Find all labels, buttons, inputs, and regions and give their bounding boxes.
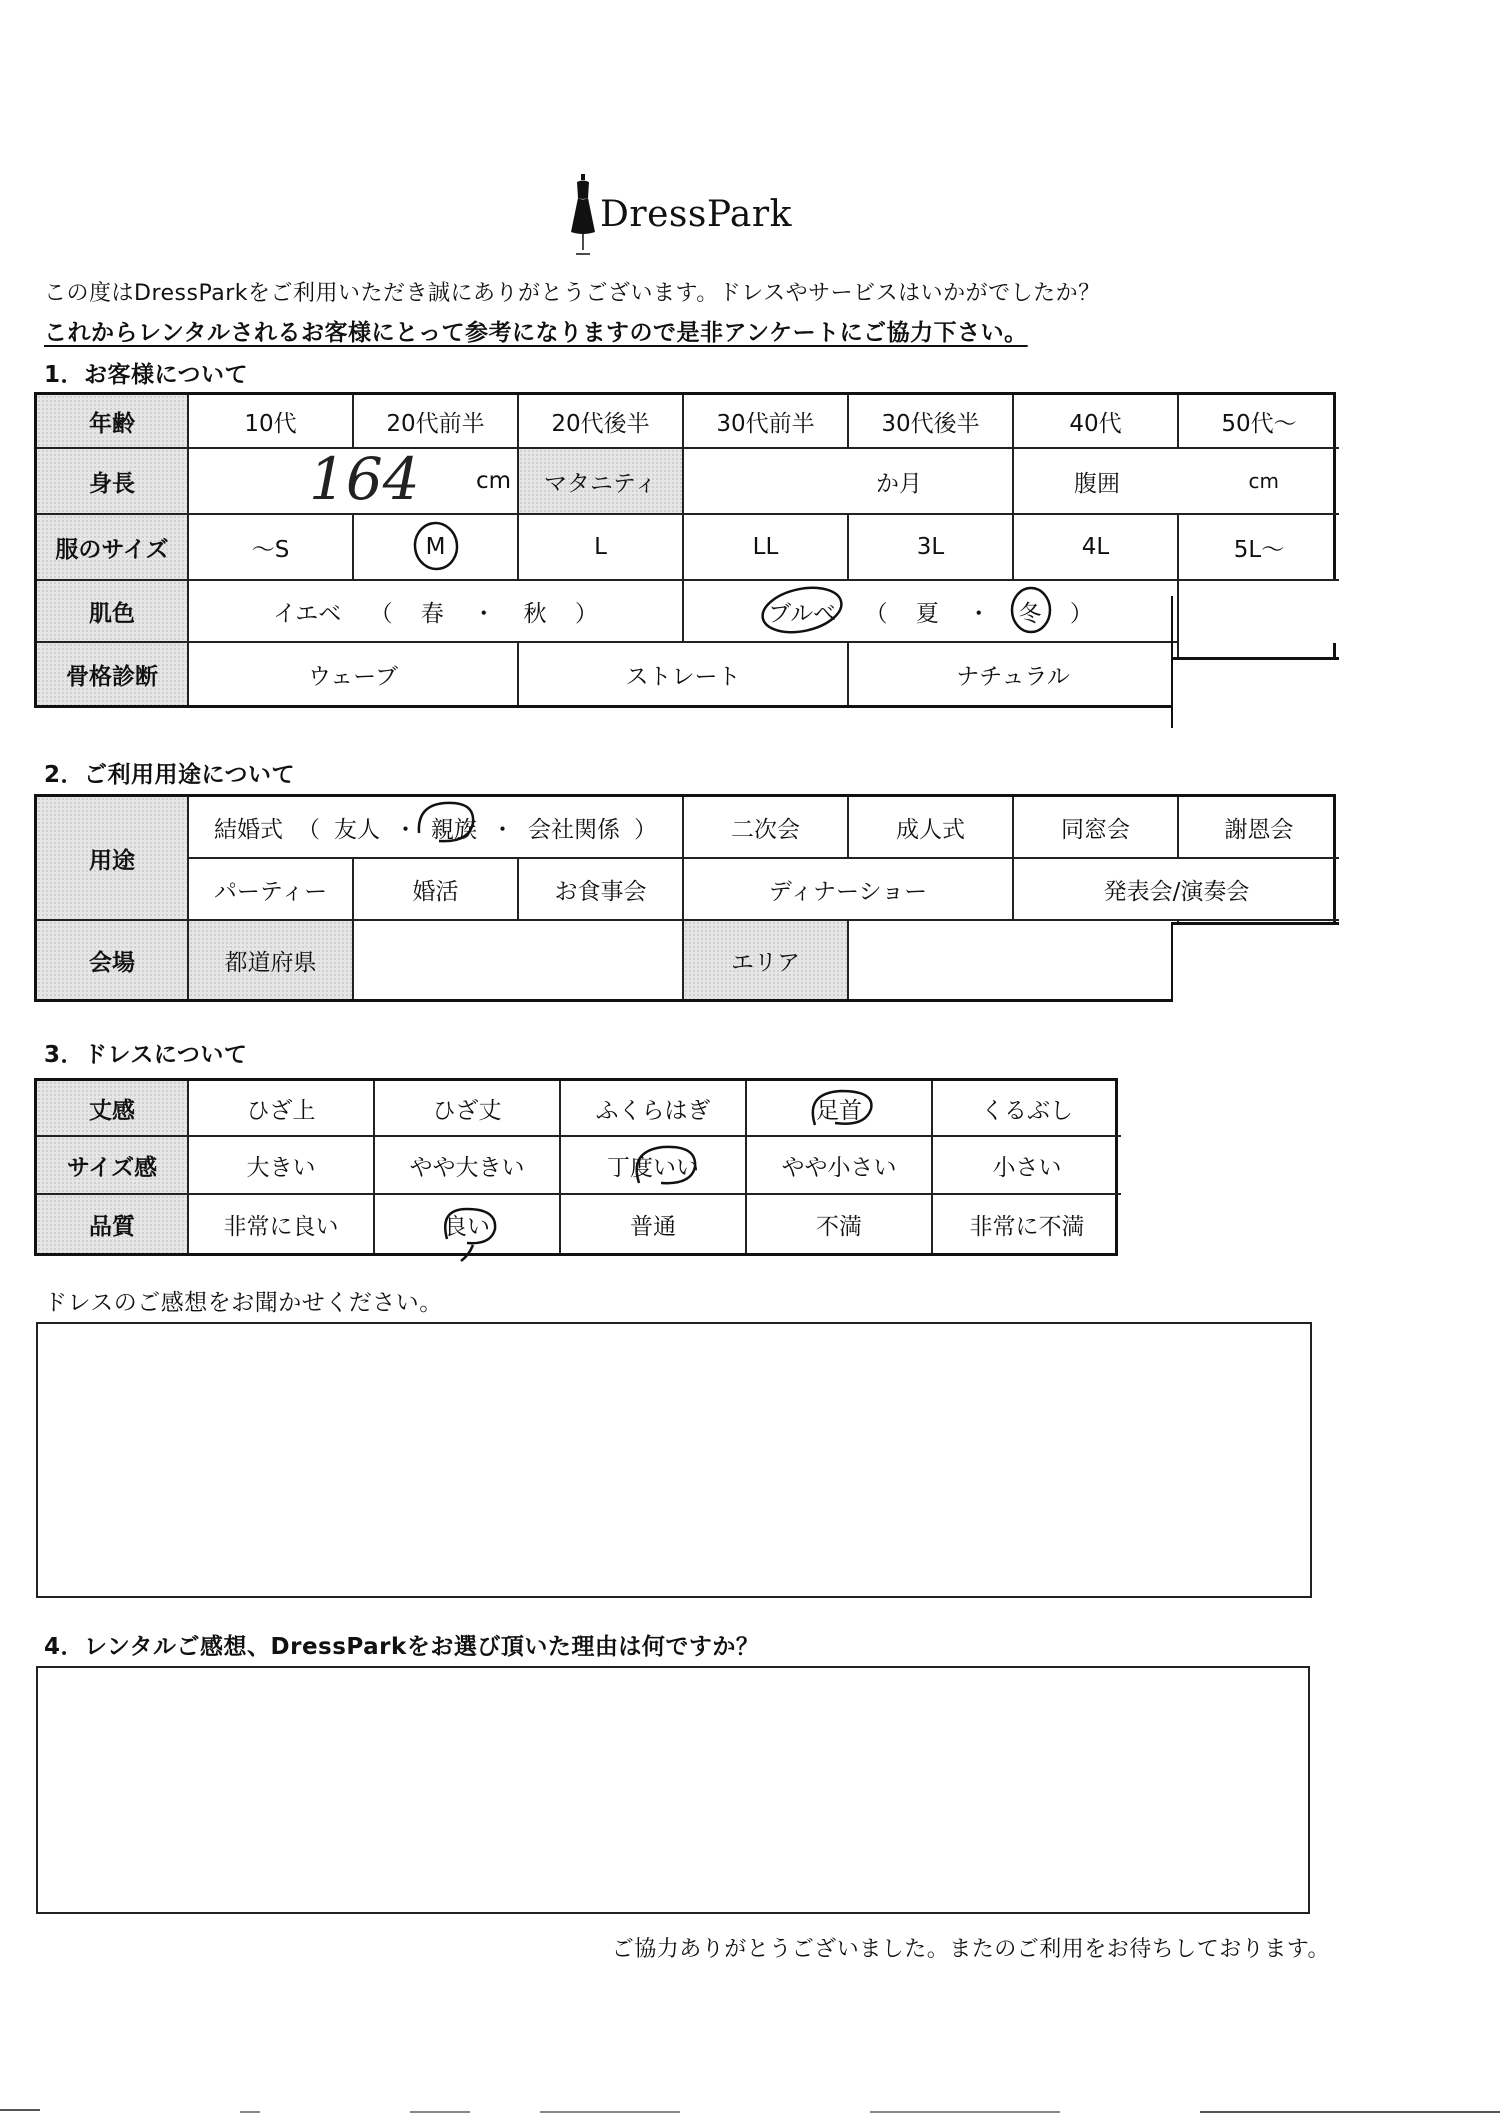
skin-yellow-option[interactable]: イエベ （ 春 ・ 秋 ） <box>189 581 684 643</box>
size-option[interactable]: 4L <box>1014 515 1179 581</box>
bone-option[interactable]: ストレート <box>519 643 849 705</box>
length-option[interactable]: ふくらはぎ <box>561 1081 747 1137</box>
size-option[interactable]: LL <box>684 515 849 581</box>
table-notch <box>1171 924 1341 1004</box>
skin-yellow-sub[interactable]: 秋 <box>523 600 547 627</box>
size-option[interactable]: 5L～ <box>1179 515 1339 581</box>
purpose-option[interactable]: ディナーショー <box>684 859 1014 921</box>
section2-title: 2．ご利用用途について <box>44 762 296 788</box>
skin-blue-label: ブルべ <box>768 595 836 628</box>
height-unit: cm <box>475 468 511 494</box>
quality-label: 品質 <box>37 1195 189 1253</box>
wedding-sub-selected[interactable]: 親族 <box>431 811 477 844</box>
height-label: 身長 <box>37 449 189 515</box>
length-option-selected[interactable]: 足首 <box>747 1081 933 1137</box>
section4-title: 4．レンタルご感想、DressParkをお選び頂いた理由は何ですか？ <box>44 1634 760 1660</box>
age-option[interactable]: 30代前半 <box>684 395 849 449</box>
table-edge <box>1171 922 1173 1002</box>
scan-artifacts <box>0 2100 1500 2127</box>
length-option[interactable]: くるぶし <box>933 1081 1121 1137</box>
purpose-option[interactable]: 謝恩会 <box>1179 797 1339 859</box>
purpose-option[interactable]: 成人式 <box>849 797 1014 859</box>
purpose-label: 用途 <box>37 797 189 921</box>
wedding-label: 結婚式 <box>214 816 283 843</box>
size-option[interactable]: 3L <box>849 515 1014 581</box>
impression-prompt: ドレスのご感想をお聞かせください。 <box>44 1290 443 1316</box>
purpose-option[interactable]: 発表会/演奏会 <box>1014 859 1339 921</box>
wedding-sub[interactable]: 会社関係 <box>528 816 620 843</box>
bone-label: 骨格診断 <box>37 643 189 705</box>
maternity-label: マタニティ <box>519 449 684 515</box>
age-option[interactable]: 50代～ <box>1179 395 1339 449</box>
section3-title: 3．ドレスについて <box>44 1042 248 1068</box>
intro-request: これからレンタルされるお客様にとって参考になりますので是非アンケートにご協力下さい。 <box>44 320 1028 346</box>
purpose-option[interactable]: 婚活 <box>354 859 519 921</box>
prefecture-label: 都道府県 <box>189 921 354 999</box>
section1-title: 1．お客様について <box>44 362 249 388</box>
size-option[interactable]: ～S <box>189 515 354 581</box>
height-field[interactable] <box>189 445 519 515</box>
table-edge <box>1171 596 1173 728</box>
dress-impression-textarea[interactable] <box>36 1322 1312 1598</box>
table-edge <box>1171 657 1339 660</box>
area-label: エリア <box>684 921 849 999</box>
customer-table <box>34 392 1336 708</box>
maternity-months-field[interactable] <box>684 449 1014 515</box>
purpose-option[interactable]: パーティー <box>189 859 354 921</box>
months-unit: か月 <box>876 470 922 497</box>
waist-unit: cm <box>1248 469 1279 493</box>
bone-option[interactable]: ナチュラル <box>849 643 1179 705</box>
waist-field[interactable] <box>1014 449 1339 515</box>
height-value: 164 <box>309 445 420 513</box>
dress-table <box>34 1078 1118 1256</box>
purpose-option[interactable]: 二次会 <box>684 797 849 859</box>
waist-label: 腹囲 <box>1074 470 1120 497</box>
skin-label: 肌色 <box>37 581 189 643</box>
fit-option[interactable]: やや小さい <box>747 1137 933 1195</box>
quality-option[interactable]: 非常に良い <box>189 1195 375 1253</box>
length-label: 丈感 <box>37 1081 189 1137</box>
venue-label: 会場 <box>37 921 189 999</box>
fit-label: サイズ感 <box>37 1137 189 1195</box>
size-label: 服のサイズ <box>37 515 189 581</box>
dresspark-logo <box>560 172 820 262</box>
wedding-option[interactable]: 結婚式 （ 友人 ・ 親族 ・ 会社関係 ） <box>189 797 684 859</box>
bone-option[interactable]: ウェーブ <box>189 643 519 705</box>
quality-option[interactable]: 非常に不満 <box>969 1213 1085 1240</box>
skin-yellow-label: イエベ <box>273 600 342 627</box>
age-option[interactable]: 10代 <box>189 395 354 449</box>
skin-blue-sub-selected[interactable]: 冬 <box>1019 595 1042 628</box>
age-option[interactable]: 30代後半 <box>849 395 1014 449</box>
age-label: 年齢 <box>37 395 189 449</box>
age-option[interactable]: 40代 <box>1014 395 1179 449</box>
size-option-selected[interactable] <box>354 515 519 581</box>
age-option[interactable]: 20代後半 <box>519 395 684 449</box>
quality-option[interactable]: 普通 <box>561 1195 747 1253</box>
size-option[interactable]: L <box>519 515 684 581</box>
purpose-table <box>34 794 1336 1002</box>
fit-option[interactable]: 小さい <box>933 1137 1121 1195</box>
skin-blue-option[interactable]: ブルべ （ 夏 ・ 冬 ） <box>684 581 1179 643</box>
table-edge <box>1171 922 1339 925</box>
skin-yellow-sub[interactable]: 春 <box>420 600 444 627</box>
empty-cell <box>1179 579 1339 643</box>
purpose-option[interactable]: 同窓会 <box>1014 797 1179 859</box>
fit-option[interactable]: やや大きい <box>375 1137 561 1195</box>
age-option[interactable]: 20代前半 <box>354 395 519 449</box>
brand-name: DressPark <box>600 194 792 235</box>
thanks-message: ご協力ありがとうございました。またのご利用をお待ちしております。 <box>611 1937 1330 1962</box>
skin-blue-sub[interactable]: 夏 <box>915 600 939 627</box>
prefecture-field[interactable] <box>354 921 684 999</box>
length-option[interactable]: ひざ丈 <box>375 1081 561 1137</box>
wedding-sub[interactable]: 友人 <box>334 816 380 843</box>
fit-option-selected[interactable]: 丁度いい <box>561 1137 747 1195</box>
purpose-option[interactable]: お食事会 <box>519 859 684 921</box>
length-option[interactable]: ひざ上 <box>189 1081 375 1137</box>
table-notch <box>1171 660 1341 730</box>
dress-mannequin-icon <box>568 172 598 258</box>
fit-option[interactable]: 大きい <box>189 1137 375 1195</box>
size-option-label: M <box>425 534 446 560</box>
area-field[interactable] <box>849 921 1179 999</box>
quality-option[interactable]: 不満 <box>747 1195 933 1253</box>
quality-option-selected[interactable]: 良い <box>375 1195 561 1253</box>
rental-reason-textarea[interactable] <box>36 1666 1310 1914</box>
intro-text: この度はDressParkをご利用いただき誠にありがとうございます。ドレスやサービスはいかがでしたか？ <box>44 281 1101 306</box>
